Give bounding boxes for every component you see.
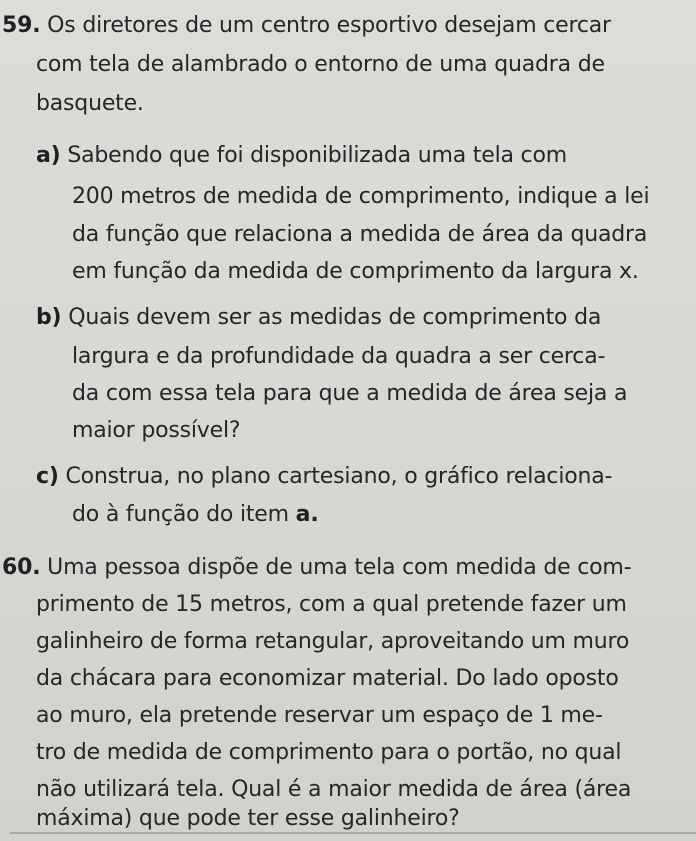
q59a-text-2: 200 metros de medida de comprimento, indique a lei (72, 184, 650, 209)
page-bottom-divider (10, 832, 696, 834)
q59b-label: b) (36, 305, 62, 330)
q60-line-1 (2, 555, 631, 581)
q59a-text-4: em função da medida de comprimento da largura x. (72, 259, 639, 284)
q59c-text-1: Construa, no plano cartesiano, o gráfico relaciona- (65, 464, 613, 489)
q59b-text-3: da com essa tela para que a medida de área seja a (72, 381, 628, 406)
q60-text-2: primento de 15 metros, com a qual pretende fazer um (36, 592, 627, 617)
q59-intro-line-1: Os diretores de um centro esportivo desejam cercar (47, 13, 611, 38)
q59c-label: c) (36, 464, 59, 489)
q59b-text-4: maior possível? (72, 418, 241, 443)
q60-text-8: máxima) que pode ter esse galinheiro? (36, 806, 460, 831)
q59-number: 59. (2, 13, 41, 38)
q59b-text-1: Quais devem ser as medidas de comprimento da (68, 305, 602, 330)
q60-text-3: galinheiro de forma retangular, aproveitando um muro (36, 629, 630, 654)
q59a-text-3: da função que relaciona a medida de área da quadra (72, 222, 648, 247)
q60-text-7: não utilizará tela. Qual é a maior medida de área (área (36, 777, 632, 802)
q60-text-1: Uma pessoa dispõe de uma tela com medida de com- (47, 555, 632, 580)
q60-text-4: da chácara para economizar material. Do lado oposto (36, 666, 619, 691)
q59a-line-1 (36, 143, 567, 169)
q59c-text-2: do à função do item (72, 502, 296, 527)
q59-intro-line-2: com tela de alambrado o entorno de uma quadra de (36, 52, 605, 77)
q59c-item-reference: a. (295, 502, 319, 527)
q60-text-5: ao muro, ela pretende reservar um espaço de 1 me- (36, 703, 603, 728)
q59a-text-1: Sabendo que foi disponibilizada uma tela com (67, 143, 567, 168)
q60-number: 60. (2, 555, 41, 580)
q59c-line-2 (72, 502, 318, 528)
q59c-line-1 (36, 464, 612, 490)
q59b-line-1 (36, 305, 601, 331)
q59-line-1 (2, 13, 682, 39)
q59a-label: a) (36, 143, 61, 168)
q60-text-6: tro de medida de comprimento para o portão, no qual (36, 740, 622, 765)
q59-intro-line-3: basquete. (36, 91, 144, 116)
q59b-text-2: largura e da profundidade da quadra a ser cerca- (72, 344, 606, 369)
